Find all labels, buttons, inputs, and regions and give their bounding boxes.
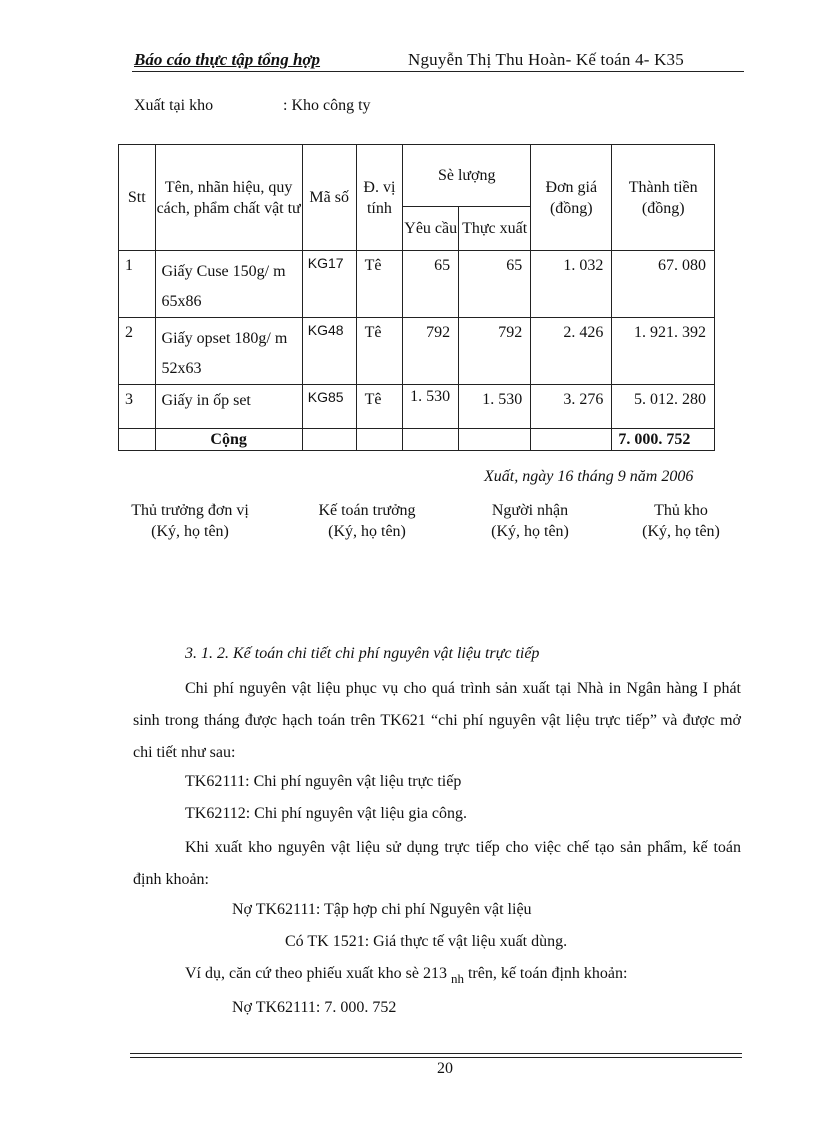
report-title: Báo cáo thực tập tổng hợp [134,50,321,69]
header-name: Tên, nhãn hiệu, quy cách, phẩm chất vật tư [155,145,302,251]
header-divider [132,71,744,72]
signature-block [115,500,265,542]
table-row [119,251,715,318]
total-label: Cộng [155,429,302,451]
footer-divider-thin [130,1057,742,1058]
row-code: KG17 [302,251,356,318]
example-debit-line: Nợ TK62111: 7. 000. 752 [232,999,397,1016]
signature-note: (Ký, họ tên) [491,523,569,540]
issue-date: Xuất, ngày 16 tháng 9 năm 2006 [484,468,694,485]
store-label: Xuất tại kho [134,97,214,114]
example-text-end: trên, kế toán định khoản: [463,965,628,982]
total-empty-cell [459,429,531,451]
example-subscript: nh [450,971,464,986]
signature-block [292,500,442,542]
footer-divider [130,1053,742,1054]
row-code: KG48 [302,318,356,385]
row-qty-req: 65 [403,251,459,318]
author-info: Nguyễn Thị Thu Hoàn- Kế toán 4- K35 [408,50,684,69]
example-line [185,965,628,986]
signature-role: Kế toán trưởng [318,502,416,519]
row-qty-req: 1. 530 [403,385,459,429]
row-amount: 5. 012. 280 [612,385,715,429]
row-qty-actual: 792 [459,318,531,385]
total-empty-cell [119,429,156,451]
signature-block [606,500,756,542]
row-name: Giấy opset 180g/ m 52x63 [155,318,302,385]
total-empty-cell [356,429,403,451]
signature-note: (Ký, họ tên) [642,523,720,540]
total-empty-cell [531,429,612,451]
signature-role: Người nhận [491,502,569,519]
signature-role: Thủ kho [654,502,708,519]
header-amount: Thành tiền (đồng) [612,145,715,251]
store-value: : Kho công ty [283,97,371,114]
header-code: Mã số [302,145,356,251]
header-stt: Stt [119,145,156,251]
signature-note: (Ký, họ tên) [151,523,229,540]
row-stt: 1 [119,251,156,318]
signature-role: Thủ trưởng đơn vị [131,502,249,519]
row-stt: 2 [119,318,156,385]
section-title: 3. 1. 2. Kế toán chi tiết chi phí nguyên vật liệu trực tiếp [185,645,540,662]
row-amount: 1. 921. 392 [612,318,715,385]
row-price: 1. 032 [531,251,612,318]
total-amount: 7. 000. 752 [612,429,715,451]
row-unit: Tê [356,385,403,429]
total-empty-cell [403,429,459,451]
header-qty: Sè lượng [403,145,531,207]
header-unit: Đ. vị tính [356,145,403,251]
header-qty-req: Yêu cầu [403,207,459,251]
row-code: KG85 [302,385,356,429]
row-name: Giấy Cuse 150g/ m 65x86 [155,251,302,318]
signature-block [455,500,605,542]
account-line-tk62112: TK62112: Chi phí nguyên vật liệu gia công. [185,805,468,822]
row-price: 2. 426 [531,318,612,385]
row-name: Giấy in ốp set [155,385,302,429]
row-unit: Tê [356,251,403,318]
total-empty-cell [302,429,356,451]
row-qty-actual: 65 [459,251,531,318]
row-price: 3. 276 [531,385,612,429]
paragraph-cost-intro: Chi phí nguyên vật liệu phục vụ cho quá trình sản xuất tại Nhà in Ngân hàng I phát sinh trong tháng được hạch toán trên TK621 “chi phí nguyên vật liệu trực tiếp” và được mở chi tiết như sau: [133,680,741,761]
paragraph-entry-intro: Khi xuất kho nguyên vật liệu sử dụng trực tiếp cho việc chế tạo sản phẩm, kế toán định khoản: [133,839,741,888]
issue-table [118,144,715,451]
total-row [119,429,715,451]
table-row [119,385,715,429]
row-stt: 3 [119,385,156,429]
row-qty-req: 792 [403,318,459,385]
table-row [119,318,715,385]
row-unit: Tê [356,318,403,385]
signature-note: (Ký, họ tên) [328,523,406,540]
example-text-start: Ví dụ, căn cứ theo phiếu xuất kho sè 213 [185,965,451,982]
entry-credit-line: Có TK 1521: Giá thực tế vật liệu xuất dùng. [285,933,568,950]
row-qty-actual: 1. 530 [459,385,531,429]
account-line-tk62111: TK62111: Chi phí nguyên vật liệu trực tiếp [185,773,462,790]
header-qty-actual: Thực xuất [459,207,531,251]
row-amount: 67. 080 [612,251,715,318]
header-price: Đơn giá (đồng) [531,145,612,251]
page-number: 20 [437,1060,453,1077]
entry-debit-line: Nợ TK62111: Tập hợp chi phí Nguyên vật liệu [232,901,532,918]
